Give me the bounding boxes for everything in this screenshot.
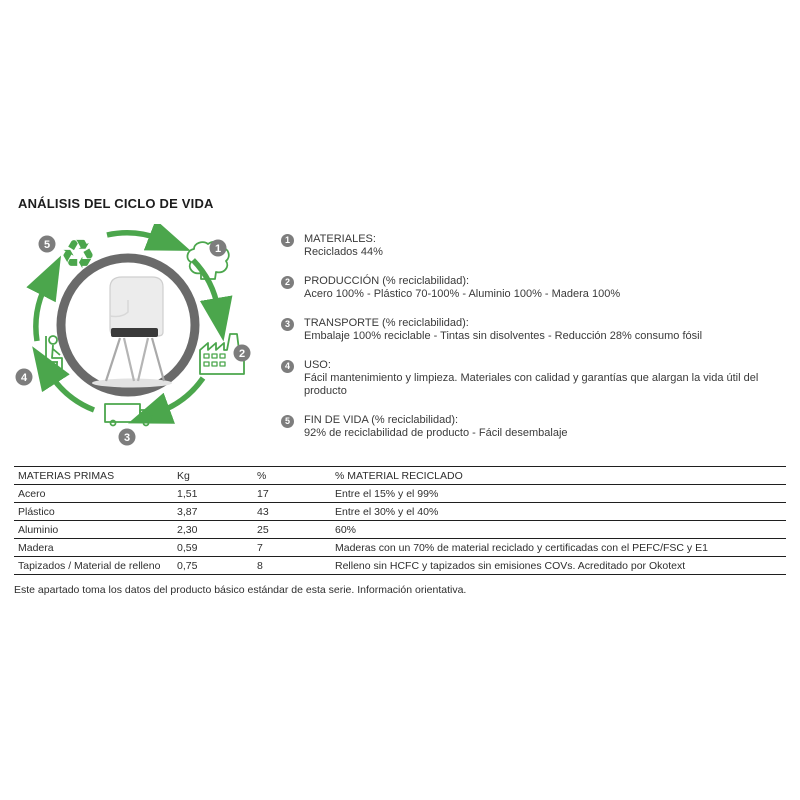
table-row [14, 485, 786, 503]
cell-pct: 7 [257, 542, 263, 554]
cell-pct: 43 [257, 506, 269, 518]
cell-material: Aluminio [18, 524, 59, 536]
cell-recycled: Relleno sin HCFC y tapizados sin emisiones COVs. Acreditado por Okotext [335, 560, 686, 572]
cell-kg: 0,75 [177, 560, 198, 572]
cell-recycled: Maderas con un 70% de material reciclado y certificadas con el PEFC/FSC y E1 [335, 542, 708, 554]
col-header-materias-primas: MATERIAS PRIMAS [18, 470, 115, 482]
cell-recycled: 60% [335, 524, 357, 536]
list-badge-2: 2 [281, 276, 294, 289]
stage-heading: PRODUCCIÓN (% reciclabilidad): [304, 275, 470, 287]
svg-text:2: 2 [238, 348, 246, 360]
lifecycle-item-produccion [281, 275, 787, 301]
recycle-icon: ♻ [60, 233, 96, 277]
table-header-row [14, 467, 786, 485]
stage-body: 92% de reciclabilidad de producto - Fácil desembalaje [304, 427, 568, 439]
svg-text:4: 4 [20, 372, 28, 384]
cell-kg: 3,87 [177, 506, 198, 518]
col-header-material-reciclado: % MATERIAL RECICLADO [335, 470, 463, 482]
stage-heading: USO: [304, 359, 331, 371]
cell-material: Madera [18, 542, 54, 554]
lifecycle-item-materiales [281, 233, 787, 259]
list-badge-5: 5 [281, 415, 294, 428]
badge-2 [234, 345, 251, 362]
table-row [14, 521, 786, 539]
arrow-left [36, 285, 46, 341]
cell-kg: 1,51 [177, 488, 198, 500]
cell-material: Plástico [18, 506, 55, 518]
table-row [14, 539, 786, 557]
svg-text:5: 5 [43, 239, 51, 251]
col-header-pct: % [257, 470, 267, 482]
materials-table [14, 466, 786, 575]
stage-heading: TRANSPORTE (% reciclabilidad): [304, 317, 469, 329]
cell-kg: 2,30 [177, 524, 198, 536]
stage-body: Fácil mantenimiento y limpieza. Materiales con calidad y garantías que alargan la vida útil del producto [304, 372, 759, 397]
stage-body: Acero 100% - Plástico 70-100% - Aluminio 100% - Madera 100% [304, 288, 621, 300]
table-row [14, 503, 786, 521]
cell-pct: 8 [257, 560, 263, 572]
stage-heading: FIN DE VIDA (% reciclabilidad): [304, 414, 459, 426]
stage-heading: MATERIALES: [304, 233, 376, 245]
footer-note: Este apartado toma los datos del producto básico estándar de esta serie. Información orientativa. [14, 584, 467, 596]
cell-material: Tapizados / Material de relleno [18, 560, 161, 572]
lifecycle-stage-list [281, 233, 787, 456]
cell-pct: 17 [257, 488, 269, 500]
list-badge-1: 1 [281, 234, 294, 247]
page-title: ANÁLISIS DEL CICLO DE VIDA [18, 196, 214, 211]
cell-recycled: Entre el 15% y el 99% [335, 488, 439, 500]
stage-body: Reciclados 44% [304, 246, 383, 258]
list-badge-4: 4 [281, 360, 294, 373]
col-header-kg: Kg [177, 470, 190, 482]
cell-kg: 0,59 [177, 542, 198, 554]
badge-4 [16, 369, 33, 386]
arrow-top [107, 233, 160, 239]
badge-1 [210, 240, 227, 257]
stage-body: Embalaje 100% reciclable - Tintas sin disolventes - Reducción 28% consumo fósil [304, 330, 703, 342]
table-row [14, 557, 786, 575]
truck-icon [105, 404, 152, 426]
cell-material: Acero [18, 488, 46, 500]
svg-text:1: 1 [214, 243, 222, 255]
arrow-right [193, 260, 218, 309]
svg-text:3: 3 [123, 432, 131, 444]
cell-recycled: Entre el 30% y el 40% [335, 506, 439, 518]
badge-3 [119, 429, 136, 446]
lifecycle-item-fin-de-vida [281, 414, 787, 440]
lifecycle-item-uso [281, 359, 787, 398]
lifecycle-item-transporte [281, 317, 787, 343]
lifecycle-diagram [10, 224, 260, 456]
badge-5 [39, 236, 56, 253]
list-badge-3: 3 [281, 318, 294, 331]
cell-pct: 25 [257, 524, 269, 536]
